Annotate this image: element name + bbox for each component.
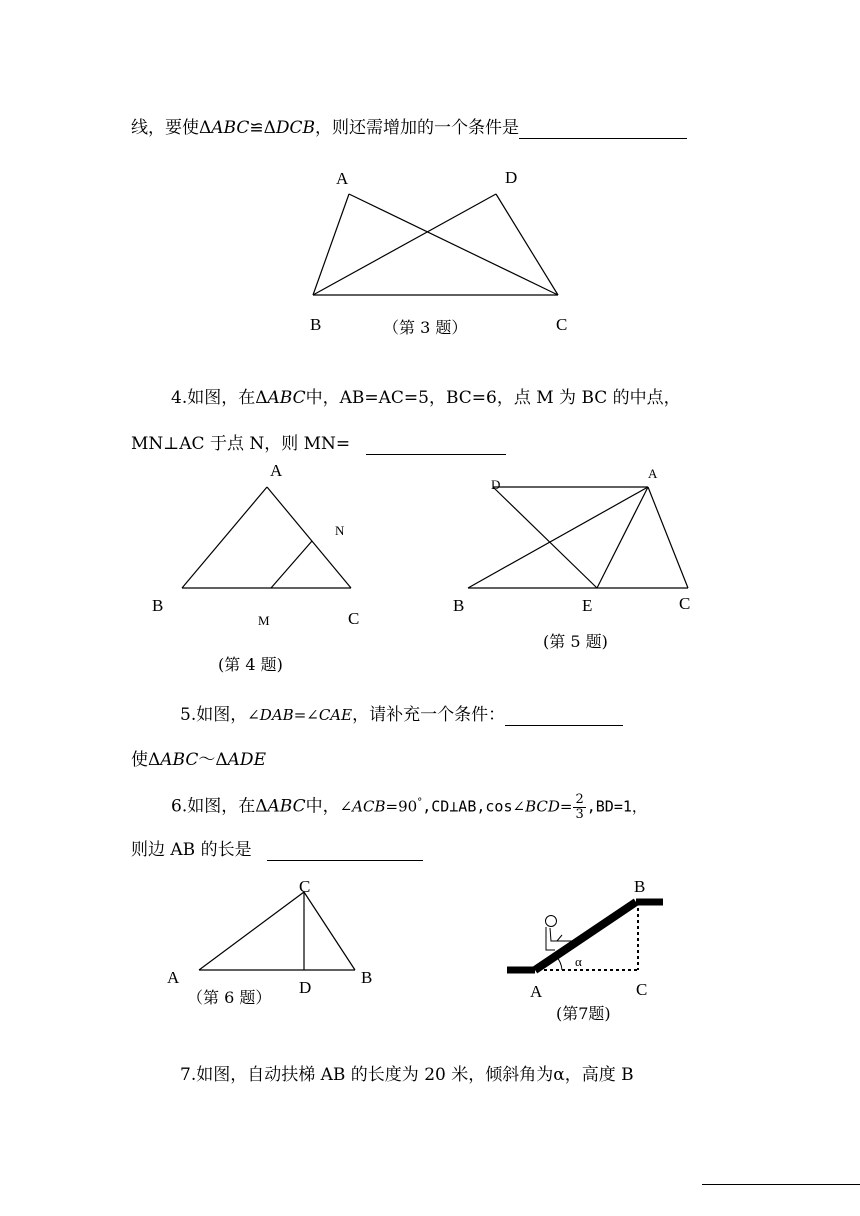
fig7-label-c: C <box>636 980 648 999</box>
fig3-caption: （第 3 题） <box>383 318 468 337</box>
q3-statement: 线，要使ΔABC≌ΔDCB，则还需增加的一个条件是 <box>131 117 687 139</box>
fig5-label-d: D <box>491 477 501 492</box>
q4-statement-line1: 4.如图，在ΔABC中，AB=AC=5，BC=6，点 M 为 BC 的中点， <box>171 388 681 408</box>
fig5-label-e: E <box>582 596 593 615</box>
fig5-label-c: C <box>679 594 691 613</box>
fig5-caption: (第 5 题) <box>543 632 608 651</box>
fig3-label-b: B <box>310 315 322 334</box>
q7-statement: 7.如图，自动扶梯 AB 的长度为 20 米，倾斜角为α，高度 B <box>180 1065 634 1085</box>
fig6-caption: （第 6 题） <box>187 988 272 1007</box>
fig6-label-a: A <box>167 968 180 987</box>
fig7-caption: (第7题) <box>556 1004 611 1023</box>
fig3-label-a: A <box>336 169 349 188</box>
fig6-label-d: D <box>299 978 312 997</box>
q4-statement-line2: MN⊥AC 于点 N，则 MN= <box>131 433 506 455</box>
fig4-label-n: N <box>335 523 345 538</box>
q6-statement-line1: 6.如图，在ΔABC中，∠ACB=90°,CD⊥AB,cos∠BCD= $\frac{2}{3}$ ,BD=1， <box>171 791 647 822</box>
q6-fraction: $\frac{2}{3}$ <box>575 791 584 822</box>
fig6-label-c: C <box>299 877 311 896</box>
footer-rule <box>702 1184 860 1185</box>
fig5-label-b: B <box>453 596 465 615</box>
q5-statement-line2: 使ΔABC～ΔADE <box>131 750 266 770</box>
fig7-label-a: A <box>530 982 543 1001</box>
fig3-label-c: C <box>556 315 568 334</box>
fig3-label-d: D <box>505 168 518 187</box>
fig4-caption: (第 4 题) <box>218 655 283 674</box>
fig4-label-m: M <box>258 613 270 628</box>
fig4-label-b: B <box>152 596 164 615</box>
fig5-label-a: A <box>648 466 658 481</box>
fig7-label-alpha: α <box>575 954 582 969</box>
fig6-label-b: B <box>361 968 373 987</box>
q5-statement-line1: 5.如图，∠DAB=∠CAE，请补充一个条件： <box>180 704 623 726</box>
fig4-label-a: A <box>270 461 283 480</box>
fig4-label-c: C <box>348 609 360 628</box>
fig7-label-b: B <box>634 877 646 896</box>
q6-statement-line2: 则边 AB 的长是 <box>131 839 423 861</box>
